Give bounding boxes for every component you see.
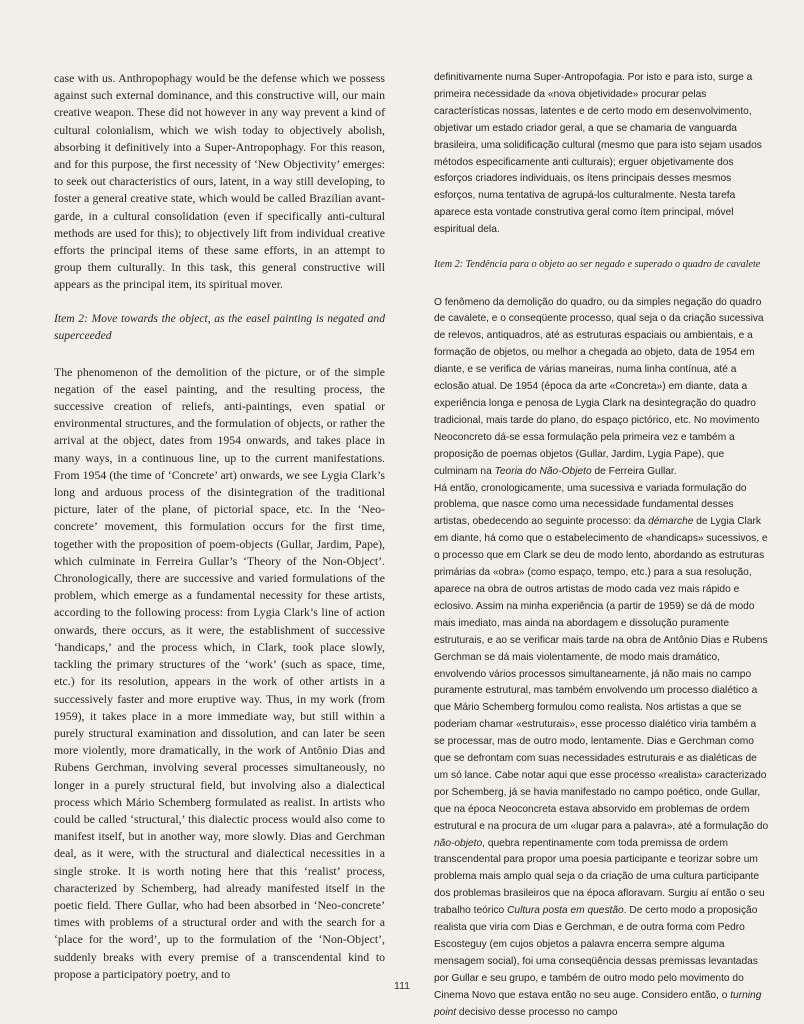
english-item-2-heading: Item 2: Move towards the object, as the easel painting is negated and superceeded bbox=[54, 311, 385, 342]
portuguese-paragraph-3-text-b: de Lygia Clark em diante, há como que o estabelecimento de «handicaps» sucessivos, e o processo que em Clark se deu de modo lento, abordando as estruturas primárias da «obra» (como espaço, tempo, etc.) para a sua resolução, aparece na obra de outros artistas de modo cada vez mais rápido e eclosivo. Assim na minha experiência (a partir de 1959) se dá de modo mais imediato, mas ainda na abordagem e dissolução puramente estruturais, e ao se verificar mais tarde na obra de Antônio Dias e Rubens Gerchman se dá mais violentamente, de modo mais dramático, envolvendo vários processos simultaneamente, já não mais no campo puramente estrutural, mas também envolvendo um processo dialético a que Mário Schemberg formulou como realista. Nos artistas a que se poderiam chamar «estruturais», esse processo dialético viria também a se processar, mas de outro modo, lentamente. Dias e Gerchman como que se defrontam com suas necessidades estruturais e as dialéticas de um só lance. Cabe notar aqui que esse processo «realista» caracterizado por Schemberg, já se havia manifestado no campo poético, onde Gullar, que na época Neoconcreta estava absorvido em problemas de ordem estrutural e na procura de um «lugar para a palavra», até a formulação do bbox=[434, 516, 769, 832]
portuguese-paragraph-3-text-e: decisivo desse processo no campo bbox=[456, 1006, 618, 1018]
portuguese-paragraph-3-text-c: , quebra repentinamente com toda premissa de ordem transcendental para propor uma poesia participante e teorizar sobre um problema mais amplo qual seja o da criação de uma cultura participante dos problemas brasileiros que na época afloravam. Surgiu aí então o seu trabalho teórico bbox=[434, 837, 765, 917]
portuguese-title-cultura: Cultura posta em questão bbox=[507, 905, 624, 917]
portuguese-term-turning-point: turning point bbox=[434, 989, 762, 1018]
portuguese-paragraph-2-text: O fenômeno da demolição do quadro, ou da simples negação do quadro de cavalete, e o conseqüente processo, qual seja o da criação sucessiva de relevos, antiquadros, até as estruturas espaciais ou ambientais, e a formação de objetos, ou melhor a chegada ao objeto, data de 1954 em diante, e se verifica de várias maneiras, numa linha contínua, até a eclosão atual. De 1954 (época da arte «Concreta») em diante, data a experiência longa e penosa de Lygia Clark na desintegração do quadro tradicional, mais tarde do plano, do espaço pictórico, etc. No movimento Neoconcreto dá-se essa formulação pela primeira vez e também a proposição de poemas objetos (Gullar, Jardim, Lygia Pape), que culminam na bbox=[434, 296, 764, 477]
portuguese-column bbox=[434, 70, 769, 1022]
portuguese-paragraph-3-text-d: . De certo modo a proposição realista que viria com Dias e Gerchman, e de outra forma com Pedro Escosteguy (em cujos objetos a palavra encerra sempre alguma mensagem social), foi uma conseqüência dessas premissas levantadas por Gullar e seu grupo, e também de outro modo pelo movimento do Cinema Novo que estava então no seu auge. Considero então, o bbox=[434, 905, 758, 1001]
portuguese-paragraph-2-end: de Ferreira Gullar. bbox=[591, 465, 677, 477]
english-paragraph-1: case with us. Anthropophagy would be the defense which we possess against such external dominance, and this constructive will, our main creative weapon. These did not however in any way prevent a kind of cultural colonialism, which we wish today to objectively abolish, absorbing it definitively into a Super-Antropophagy. For this reason, and for this purpose, the first necessity of ‘New Objectivity’ emerges: to seek out characteristics of ours, latent, in a way still developing, to foster a general creative state, which would be called Brazilian avant-garde, in a cultural consolidation (even if specifically anti-cultural methods are used for this); to objectively lift from individual creative efforts the principal items of these same efforts, in an attempt to group them culturally. In this task, this general constructive will appears as the principal item, its spiritual mover. bbox=[54, 71, 385, 292]
portuguese-paragraph-3 bbox=[434, 481, 769, 1022]
page-number: 111 bbox=[394, 980, 410, 992]
english-column bbox=[54, 70, 385, 983]
english-paragraph-2: The phenomenon of the demolition of the picture, or of the simple negation of the easel painting, and the resulting process, the successive creation of reliefs, anti-paintings, even spatial or environmental structures, and the formulation of objects, or rather the arrival at the object, dates from 1954 onwards, and takes place in many ways, in a continuous line, up to the current manifestations. From 1954 (the time of ‘Concrete’ art) onwards, we see Lygia Clark’s long and arduous process of the disintegration of the traditional picture, later of the plane, of pictorial space, etc. In the ‘Neo-concrete’ movement, this formulation occurs for the first time, together with the proposition of poem-objects (Gullar, Jardim, Pape), which culminate in Ferreira Gullar’s ‘Theory of the Non-Object’. Chronologically, there are successive and varied formulations of the problem, which emerge as a fundamental necessity for these artists, according to the following process: from Lygia Clark’s line of action onwards, there occurs, as it were, the establishment of successive ‘handicaps,’ and the process which, in Clark, took place slowly, tackling the primary structures of the ‘work’ (such as space, time, etc.) for its resolution, appears in the work of other artists in a successively faster and more eruptive way. Thus, in my work (from 1959), it takes place in a more immediate way, but still within a purely structural examination and dissolution, and can later be seen more violently, more dramatically, in the work of Antônio Dias and Rubens Gerchman, involving several processes simultaneously, no longer in a purely structural field, but involving also a dialectical process which Mário Schemberg formulated as realist. In artists who could be called ‘structural,’ this dialectic process would also come to manifest itself, but in another way, more slowly. Dias and Gerchman deal, as it were, with the structural and dialectical necessities in a single stroke. It is worth noting here that this ‘realist’ process, characterized by Schemberg, had already manifested itself in the poetic field. There Gullar, who had been absorbed in ‘Neo-concrete’ times with problems of a structural order and with the search for a ‘place for the word’, up to the formulation of the ‘Non-Object’, suddenly breaks with every premise of a transcendental kind to propose a participatory poetry, and to bbox=[54, 364, 385, 981]
portuguese-term-nao-objeto: não-objeto bbox=[434, 837, 483, 849]
portuguese-title-teoria: Teoria do Não-Objeto bbox=[494, 465, 592, 477]
portuguese-paragraph-2 bbox=[434, 295, 769, 481]
portuguese-item-2-heading: Item 2: Tendência para o objeto ao ser negado e superado o quadro de cavalete bbox=[434, 259, 761, 271]
portuguese-paragraph-1: definitivamente numa Super-Antropofagia. Por isto e para isto, surge a primeira necessidade da «nova objetividade» procurar pelas características nossas, latentes e de certo modo em desenvolvimento, objetivar um estado criador geral, a que se chamaria de vanguarda brasileira, uma solidificação cultural (mesmo que para isto sejam usados métodos especificamente anti culturais); erguer objetivamente dos esforços criadores individuais, os ítens principais desses mesmos esforços, numa tentativa de agrupá-los culturalmente. Nesta tarefa aparece esta vontade construtiva geral como ítem principal, móvel espiritual dela. bbox=[434, 72, 762, 236]
portuguese-term-demarche: démarche bbox=[648, 516, 694, 528]
portuguese-paragraph-3-text-a: Há então, cronologicamente, uma sucessiva e variada formulação do problema, que nasce como uma necessidade fundamental desses artistas, obedecendo ao seguinte processo: da bbox=[434, 482, 747, 528]
